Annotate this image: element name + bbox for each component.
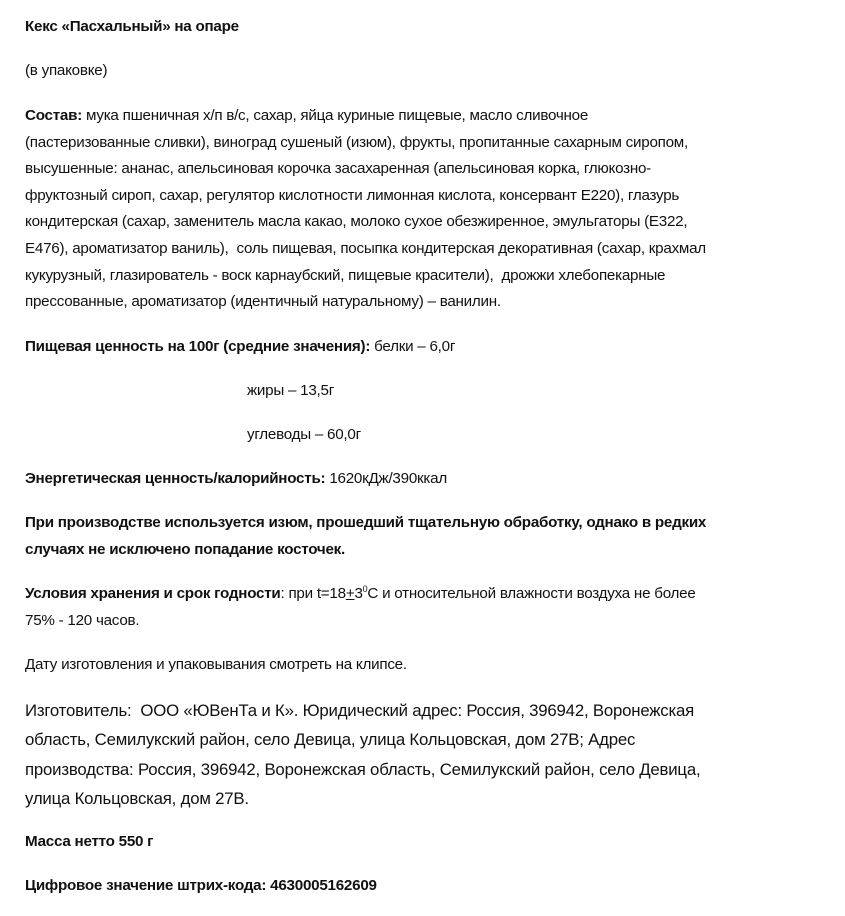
product-title-text: Кекс «Пасхальный» на опаре	[25, 18, 239, 35]
nutrition-protein: белки – 6,0г	[374, 338, 456, 355]
storage-text-before: при t=18	[284, 585, 346, 602]
storage-section	[25, 581, 696, 634]
product-title	[25, 14, 239, 41]
date-note	[25, 652, 407, 679]
nutrition-carbs-row	[25, 422, 361, 449]
packaging-note	[25, 58, 107, 85]
warning-line: случаях не исключено попадание косточек.	[25, 540, 345, 558]
composition-line: высушенные: ананас, апельсиновая корочка засахаренная (апельсиновая корка, глюкозно-	[25, 160, 651, 178]
composition-line: (пастеризованные сливки), виноград сушеный (изюм), фрукты, пропитанные сахарным сиропом,	[25, 133, 688, 151]
packaging-text: (в упаковке)	[25, 62, 108, 79]
barcode-section	[25, 873, 377, 900]
storage-text-after: С и относительной влажности воздуха не более	[367, 585, 696, 602]
composition-line-text: мука пшеничная х/п в/с, сахар, яйца куриные пищевые, масло сливочное	[82, 107, 589, 124]
barcode-label: Цифровое значение штрих-кода:	[25, 877, 267, 894]
storage-label: Условия хранения и срок годности	[25, 585, 281, 602]
storage-degree: 0	[362, 584, 368, 594]
manufacturer-line: улица Кольцовская, дом 27В.	[25, 789, 249, 809]
composition-line: кондитерская (сахар, заменитель масла какао, молоко сухое обезжиренное, эмульгаторы (Е322,	[25, 213, 688, 231]
composition-line	[25, 103, 706, 130]
composition-line: фруктозный сироп, сахар, регулятор кислотности лимонная кислота, консервант Е220), глазурь	[25, 186, 680, 204]
barcode-value: 4630005162609	[270, 877, 377, 894]
composition-section	[25, 103, 706, 316]
nutrition-section	[25, 334, 455, 361]
nutrition-fat-row	[25, 378, 334, 405]
nutrition-label: Пищевая ценность на 100г (средние значения):	[25, 338, 371, 355]
composition-line: прессованные, ароматизатор (идентичный натуральному) – ванилин.	[25, 293, 501, 311]
storage-line	[25, 581, 696, 608]
storage-line2: 75% - 120 часов.	[25, 611, 140, 629]
manufacturer-line: Изготовитель: ООО «ЮВенТа и К». Юридический адрес: Россия, 396942, Воронежская	[25, 701, 695, 720]
nutrition-carbs: углеводы – 60,0г	[247, 426, 361, 443]
composition-line: кукурузный, глазирователь - воск карнаубский, пищевые красители), дрожжи хлебопекарные	[25, 266, 666, 284]
nutrition-protein-line	[25, 334, 455, 361]
barcode-line	[25, 873, 377, 900]
energy-value: 1620кДж/390ккал	[329, 470, 447, 487]
nutrition-fat: жиры – 13,5г	[247, 382, 334, 399]
storage-temp-value: 3	[354, 585, 363, 602]
energy-label: Энергетическая ценность/калорийность:	[25, 470, 326, 487]
net-weight	[25, 829, 153, 856]
manufacturer-section	[25, 696, 700, 814]
composition-line: Е476), ароматизатор ваниль), соль пищевая, посыпка кондитерская декоративная (сахар, крахмал	[25, 239, 706, 257]
energy-section	[25, 466, 447, 493]
manufacturer-line: область, Семилукский район, село Девица, улица Кольцовская, дом 27В; Адрес	[25, 730, 636, 750]
raisin-warning	[25, 510, 706, 563]
energy-line	[25, 466, 447, 493]
storage-colon: :	[280, 585, 285, 602]
storage-plusminus: +	[345, 585, 355, 602]
warning-line: При производстве используется изюм, прошедший тщательную обработку, однако в редких	[25, 514, 707, 531]
manufacturer-line: производства: Россия, 396942, Воронежская область, Семилукский район, село Девица,	[25, 759, 701, 779]
net-weight-text: Масса нетто 550 г	[25, 833, 154, 850]
date-note-text: Дату изготовления и упаковывания смотреть на клипсе.	[25, 656, 407, 673]
composition-label: Состав:	[25, 107, 83, 124]
